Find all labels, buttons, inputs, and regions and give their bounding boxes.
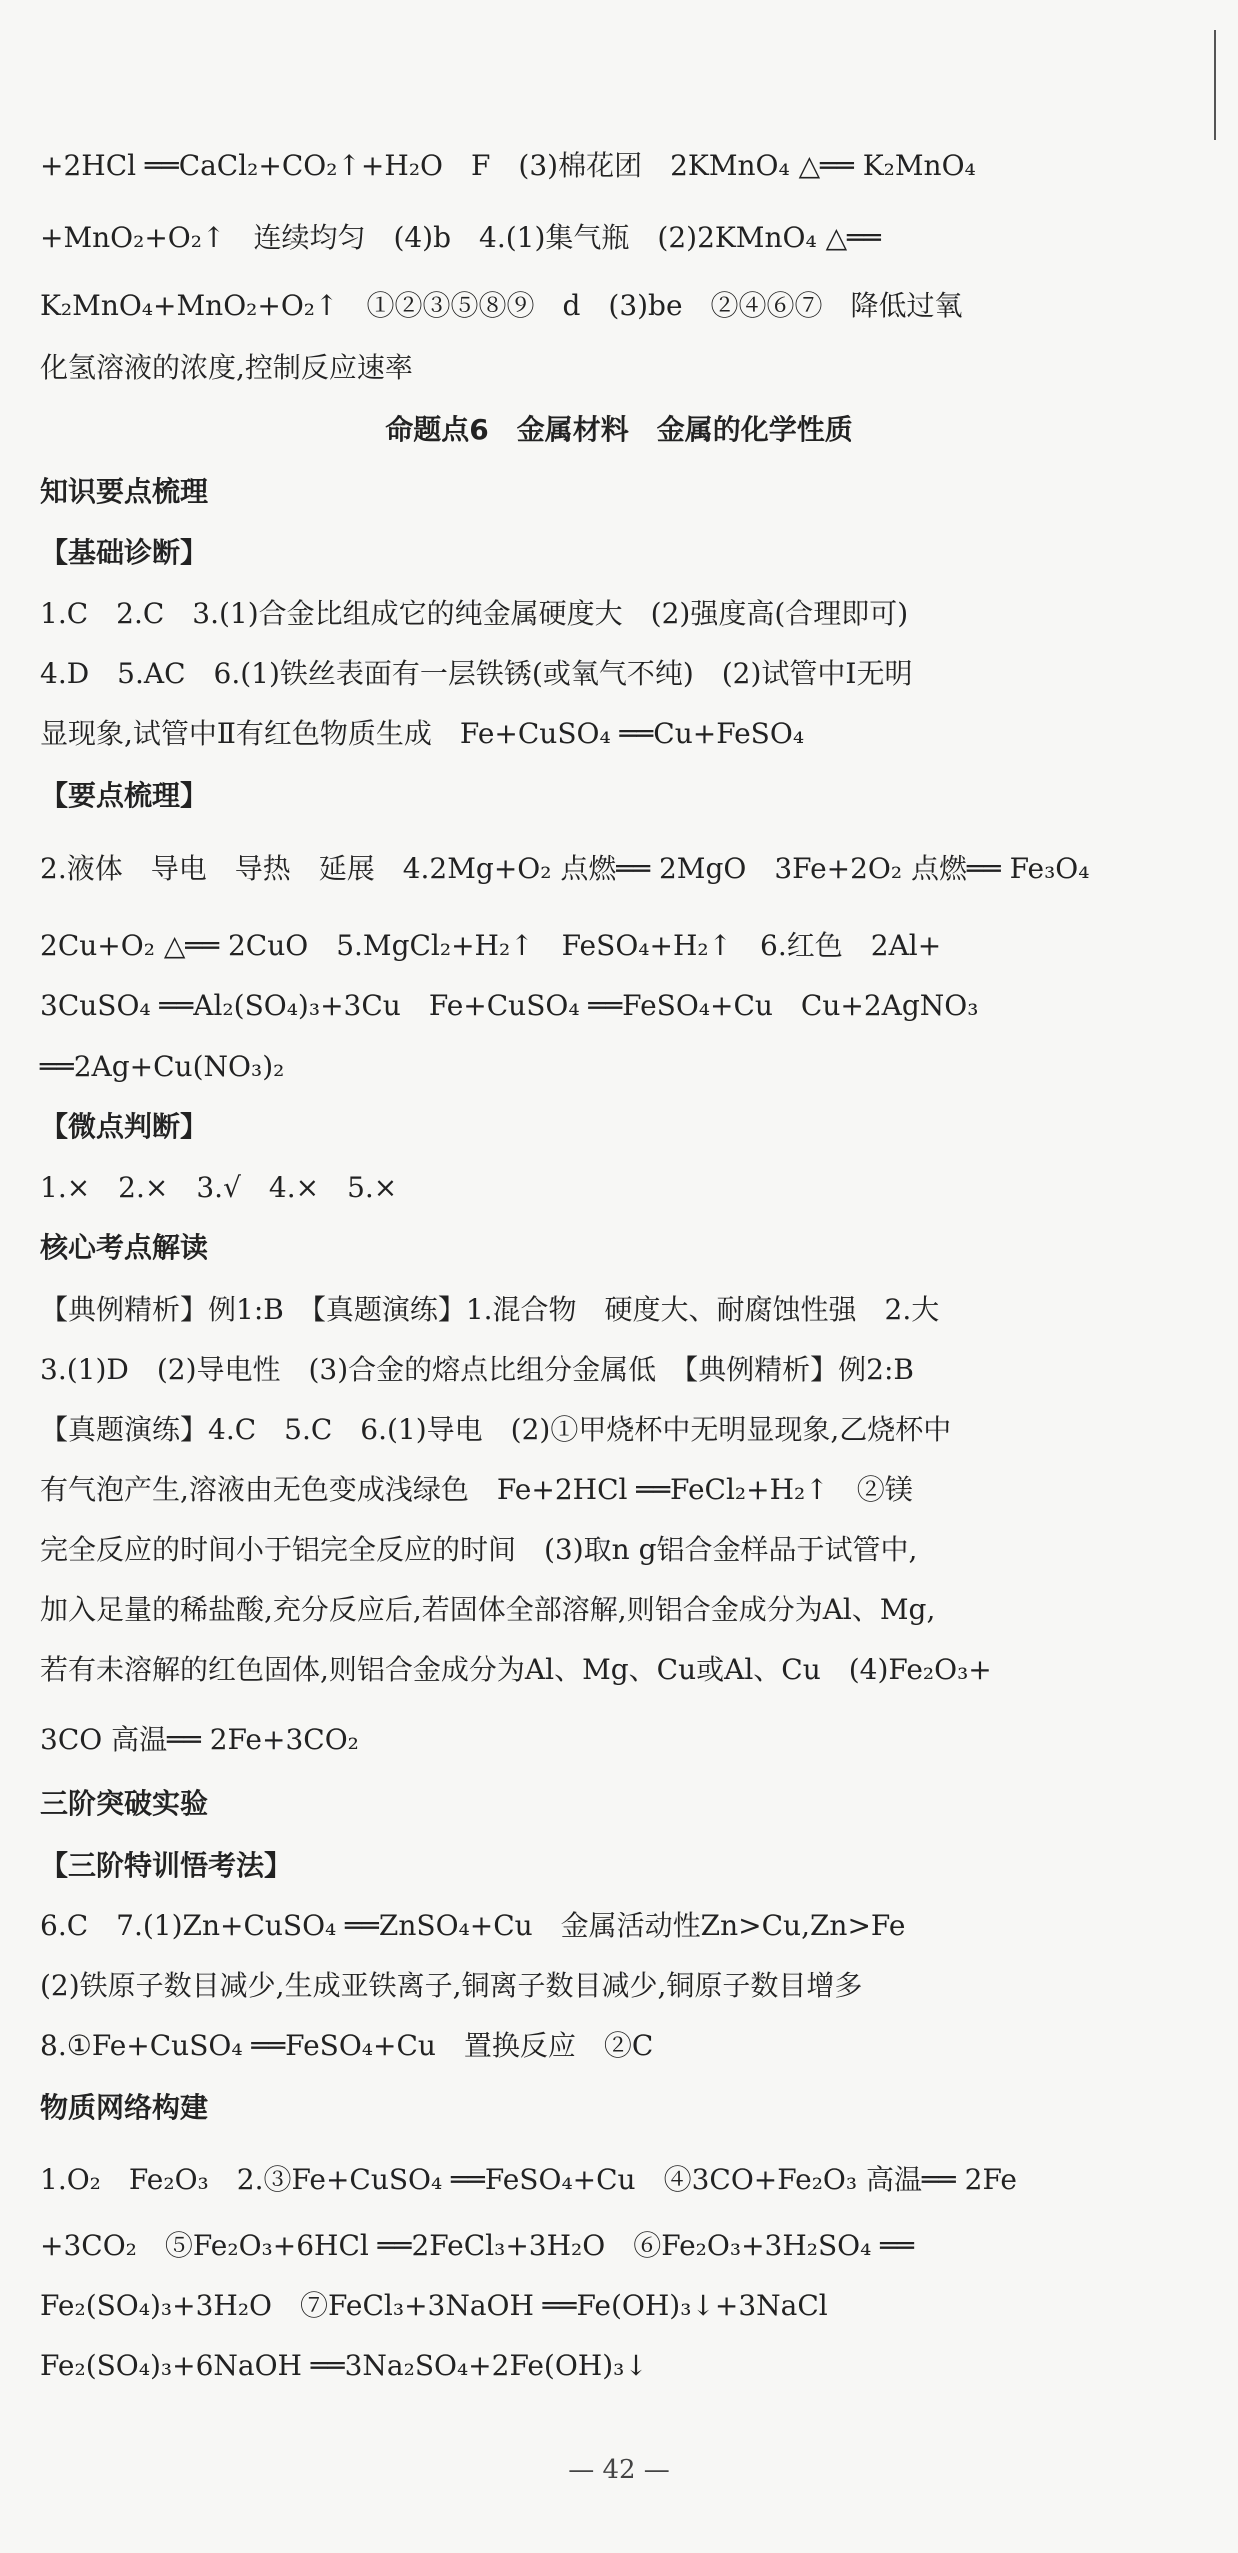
text-line: ══2Ag+Cu(NO₃)₂ (40, 1050, 285, 1083)
text-line: +2HCl ══CaCl₂+CO₂↑+H₂O F (3)棉花团 2KMnO₄ △══ K₂MnO₄ (40, 149, 976, 182)
heading: 知识要点梳理 (40, 475, 209, 508)
text-line: 1.C 2.C 3.(1)合金比组成它的纯金属硬度大 (2)强度高(合理即可) (40, 597, 909, 630)
text-line: 有气泡产生,溶液由无色变成浅绿色 Fe+2HCl ══FeCl₂+H₂↑ ②镁 (40, 1473, 913, 1506)
text-line: 若有未溶解的红色固体,则铝合金成分为Al、Mg、Cu或Al、Cu (4)Fe₂O₃+ (40, 1653, 992, 1686)
text-line: 3CO 高温══ 2Fe+3CO₂ (40, 1723, 359, 1756)
text-line: 【典例精析】例1:B 【真题演练】1.混合物 硬度大、耐腐蚀性强 2.大 (40, 1293, 940, 1326)
sub-heading: 【微点判断】 (40, 1110, 209, 1143)
text-line: (2)铁原子数目减少,生成亚铁离子,铜离子数目减少,铜原子数目增多 (40, 1969, 863, 2002)
text-line: 加入足量的稀盐酸,充分反应后,若固体全部溶解,则铝合金成分为Al、Mg, (40, 1593, 936, 1626)
heading: 三阶突破实验 (40, 1787, 209, 1820)
text-line: 2.液体 导电 导热 延展 4.2Mg+O₂ 点燃══ 2MgO 3Fe+2O₂ 点燃══ Fe₃O₄ (40, 852, 1090, 885)
text-line: Fe₂(SO₄)₃+6NaOH ══3Na₂SO₄+2Fe(OH)₃↓ (40, 2349, 648, 2382)
text-line: 6.C 7.(1)Zn+CuSO₄ ══ZnSO₄+Cu 金属活动性Zn>Cu,Zn>Fe (40, 1909, 906, 1942)
text-line: 完全反应的时间小于铝完全反应的时间 (3)取n g铝合金样品于试管中, (40, 1533, 918, 1566)
sub-heading: 【三阶特训悟考法】 (40, 1849, 293, 1882)
text-line: K₂MnO₄+MnO₂+O₂↑ ①②③⑤⑧⑨ d (3)be ②④⑥⑦ 降低过氧 (40, 289, 963, 322)
sub-heading: 【基础诊断】 (40, 536, 209, 569)
text-line: 2Cu+O₂ △══ 2CuO 5.MgCl₂+H₂↑ FeSO₄+H₂↑ 6.红色 2Al+ (40, 929, 942, 962)
heading: 核心考点解读 (40, 1231, 209, 1264)
section-title: 命题点6 金属材料 金属的化学性质 (385, 413, 853, 446)
text-line: 1.O₂ Fe₂O₃ 2.③Fe+CuSO₄ ══FeSO₄+Cu ④3CO+Fe₂O₃ 高温══ 2Fe (40, 2163, 1017, 2196)
text-line: 4.D 5.AC 6.(1)铁丝表面有一层铁锈(或氧气不纯) (2)试管中Ⅰ无明 (40, 657, 913, 690)
text-line: +3CO₂ ⑤Fe₂O₃+6HCl ══2FeCl₃+3H₂O ⑥Fe₂O₃+3H₂SO₄ ══ (40, 2229, 914, 2262)
text-line: 化氢溶液的浓度,控制反应速率 (40, 351, 413, 384)
text-line: 3CuSO₄ ══Al₂(SO₄)₃+3Cu Fe+CuSO₄ ══FeSO₄+Cu Cu+2AgNO₃ (40, 989, 979, 1022)
text-line: 显现象,试管中Ⅱ有红色物质生成 Fe+CuSO₄ ══Cu+FeSO₄ (40, 717, 805, 750)
text-line: +MnO₂+O₂↑ 连续均匀 (4)b 4.(1)集气瓶 (2)2KMnO₄ △══ (40, 221, 881, 254)
sub-heading: 【要点梳理】 (40, 779, 209, 812)
text-line: 8.①Fe+CuSO₄ ══FeSO₄+Cu 置换反应 ②C (40, 2029, 654, 2062)
text-line: 1.× 2.× 3.√ 4.× 5.× (40, 1171, 398, 1204)
heading: 物质网络构建 (40, 2091, 209, 2124)
scan-edge-mark (1214, 30, 1216, 140)
text-line: Fe₂(SO₄)₃+3H₂O ⑦FeCl₃+3NaOH ══Fe(OH)₃↓+3NaCl (40, 2289, 828, 2322)
page-number: — 42 — (568, 2455, 670, 2485)
text-line: 3.(1)D (2)导电性 (3)合金的熔点比组分金属低 【典例精析】例2:B (40, 1353, 914, 1386)
text-line: 【真题演练】4.C 5.C 6.(1)导电 (2)①甲烧杯中无明显现象,乙烧杯中 (40, 1413, 952, 1446)
